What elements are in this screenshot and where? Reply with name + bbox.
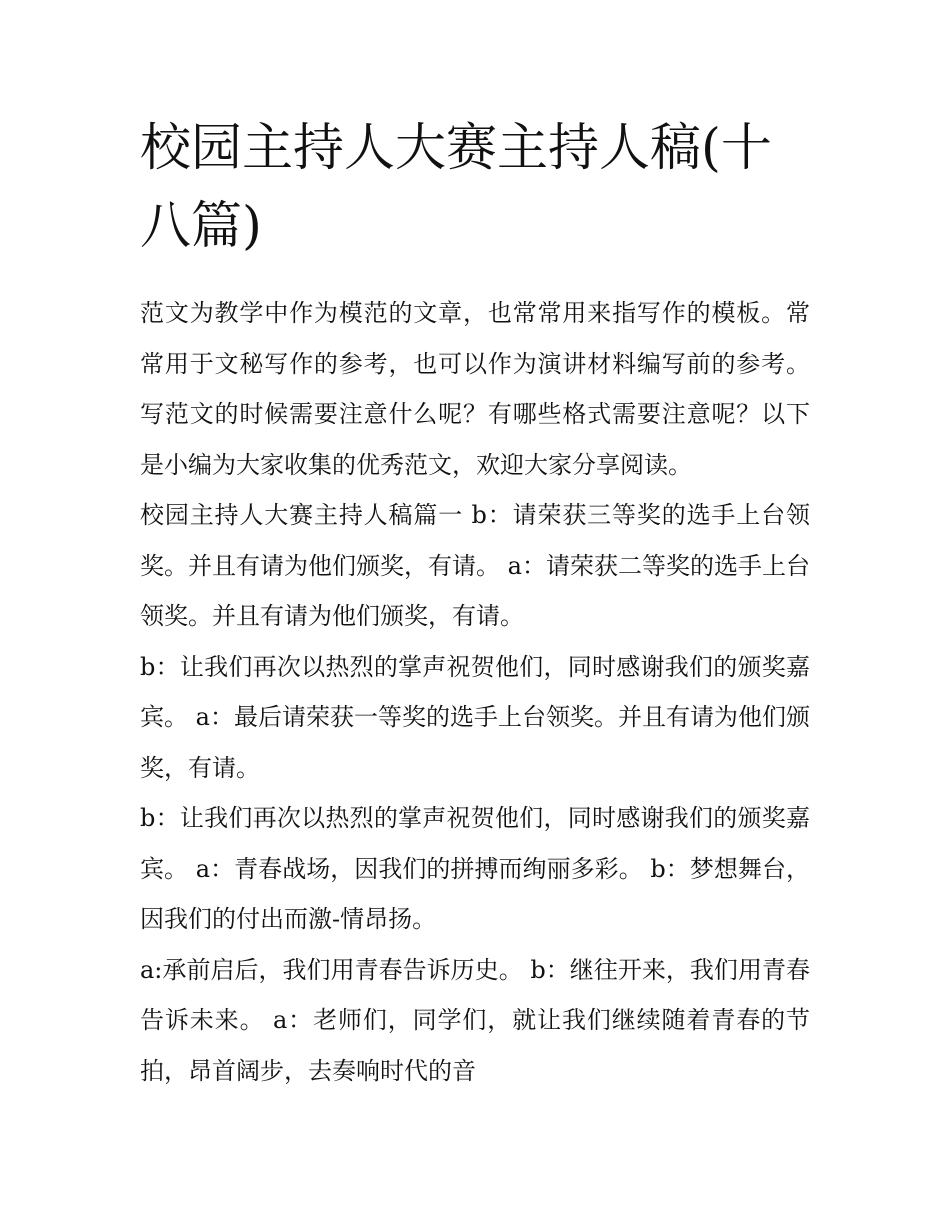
speech-paragraph-3: b：让我们再次以热烈的掌声祝贺他们，同时感谢我们的颁奖嘉宾。 a：青春战场，因我们的拼搏而绚丽多彩。 b：梦想舞台，因我们的付出而激-情昂扬。 (140, 804, 810, 933)
speech-paragraph-1: 校园主持人大赛主持人稿篇一 b：请荣获三等奖的选手上台领奖。并且有请为他们颁奖，有请。 a：请荣获二等奖的选手上台领奖。并且有请为他们颁奖，有请。 (140, 501, 810, 630)
speech-paragraph-4: a:承前启后，我们用青春告诉历史。 b：继往开来，我们用青春告诉未来。 a：老师们，同学们，就让我们继续随着青春的节拍，昂首阔步，去奏响时代的音 (140, 955, 810, 1085)
document-title: 校园主持人大赛主持人稿(十八篇) (140, 119, 772, 256)
speech-paragraph-2: b：让我们再次以热烈的掌声祝贺他们，同时感谢我们的颁奖嘉宾。 a：最后请荣获一等奖的选手上台领奖。并且有请为他们颁奖，有请。 (140, 652, 810, 782)
intro-paragraph: 范文为教学中作为模范的文章，也常常用来指写作的模板。常常用于文秘写作的参考，也可以作为演讲材料编写前的参考。写范文的时候需要注意什么呢？有哪些格式需要注意呢？以下是小编为大家收集的优秀范文，欢迎大家分享阅读。 (140, 299, 810, 479)
